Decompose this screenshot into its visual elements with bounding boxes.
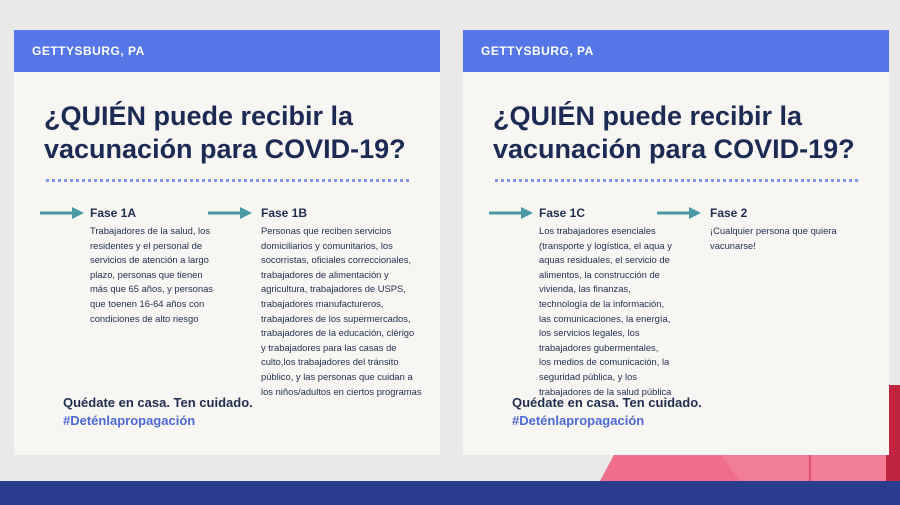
phase-line: domiciliarios y comunitarios, los bbox=[261, 239, 393, 251]
phase-line: trabajadores de la salud pública bbox=[539, 385, 672, 397]
phase-title: Fase 2 bbox=[710, 206, 748, 220]
phase-line: (transporte y logística, el aqua y bbox=[539, 239, 672, 251]
phase-line: socorristas, oficiales correccionales, bbox=[261, 254, 412, 266]
dotted-divider bbox=[495, 179, 858, 182]
phase-line: plazo, personas que tienen bbox=[90, 268, 203, 280]
location-header: GETTYSBURG, PA bbox=[14, 30, 440, 72]
phase-line: Personas que reciben servicios bbox=[261, 225, 392, 236]
phase-line: vacunarse! bbox=[710, 239, 756, 251]
phase-line: trabajadores manufactureros, bbox=[261, 297, 384, 309]
phase-line: condiciones de alto riesgo bbox=[90, 312, 199, 324]
right-arrow-icon bbox=[489, 207, 533, 219]
location-header: GETTYSBURG, PA bbox=[463, 30, 889, 72]
phase-title: Fase 1C bbox=[539, 206, 586, 220]
right-arrow-icon bbox=[40, 207, 84, 219]
phase-line: que toenen 16-64 años con bbox=[90, 297, 205, 309]
slide-left bbox=[14, 30, 440, 455]
stay-home-message: Quédate en casa. Ten cuidado. bbox=[63, 395, 253, 410]
phase-line: más que 65 años, y personas bbox=[90, 283, 213, 295]
phase-line: trabajadores gubermentales, bbox=[539, 341, 659, 353]
phase-line: los medios de comunicación, la bbox=[539, 356, 670, 368]
phase-description bbox=[90, 224, 220, 326]
hashtag: #Deténlapropagación bbox=[512, 413, 645, 428]
dotted-divider bbox=[46, 179, 409, 182]
phase-line: público, y las personas que cuidan a bbox=[261, 370, 413, 382]
slide-right bbox=[463, 30, 889, 455]
phase-line: Los trabajadores esenciales bbox=[539, 225, 656, 236]
phase-line: technología de la información, bbox=[539, 297, 665, 309]
right-arrow-icon bbox=[657, 207, 701, 219]
phase-line: culto,los trabajadores del tránsito bbox=[261, 356, 399, 368]
phase-line: trabajadores de la educación, clérigo bbox=[261, 327, 415, 339]
phase-description bbox=[710, 224, 880, 253]
phase-line: vivienda, las finanzas, bbox=[539, 283, 631, 295]
phase-title: Fase 1B bbox=[261, 206, 308, 220]
phase-line: seguridad pública, y los bbox=[539, 370, 637, 382]
bottom-band bbox=[0, 481, 900, 505]
phase-line: alimentos, la construcción de bbox=[539, 268, 660, 280]
phase-description bbox=[261, 224, 437, 399]
phase-line: los servicios legales, los bbox=[539, 327, 640, 339]
phase-line: servicios de atención a largo bbox=[90, 254, 209, 266]
slide-title: ¿QUIÉN puede recibir la vacunación para COVID-19? bbox=[44, 101, 406, 164]
phase-line: trabajadores de alimentación y bbox=[261, 268, 389, 280]
hashtag: #Deténlapropagación bbox=[63, 413, 196, 428]
slide-title: ¿QUIÉN puede recibir la vacunación para COVID-19? bbox=[493, 101, 855, 164]
right-arrow-icon bbox=[208, 207, 252, 219]
phase-description bbox=[539, 224, 689, 399]
phase-line: y trabajadores para las casas de bbox=[261, 341, 397, 353]
phase-title: Fase 1A bbox=[90, 206, 137, 220]
phase-line: Trabajadores de la salud, los bbox=[90, 225, 211, 236]
stay-home-message: Quédate en casa. Ten cuidado. bbox=[512, 395, 702, 410]
phase-line: ¡Cualquier persona que quiera bbox=[710, 225, 837, 236]
phase-line: los niños/adultos en ciertos programas bbox=[261, 385, 422, 397]
phase-line: agricultura, trabajadores de USPS, bbox=[261, 283, 406, 295]
phase-line: trabajadores de los supermercados, bbox=[261, 312, 411, 324]
phase-line: las comunicaciones, la energía, bbox=[539, 312, 671, 324]
phase-line: aquas residuales, el servicio de bbox=[539, 254, 670, 266]
phase-line: residentes y el personal de bbox=[90, 239, 203, 251]
